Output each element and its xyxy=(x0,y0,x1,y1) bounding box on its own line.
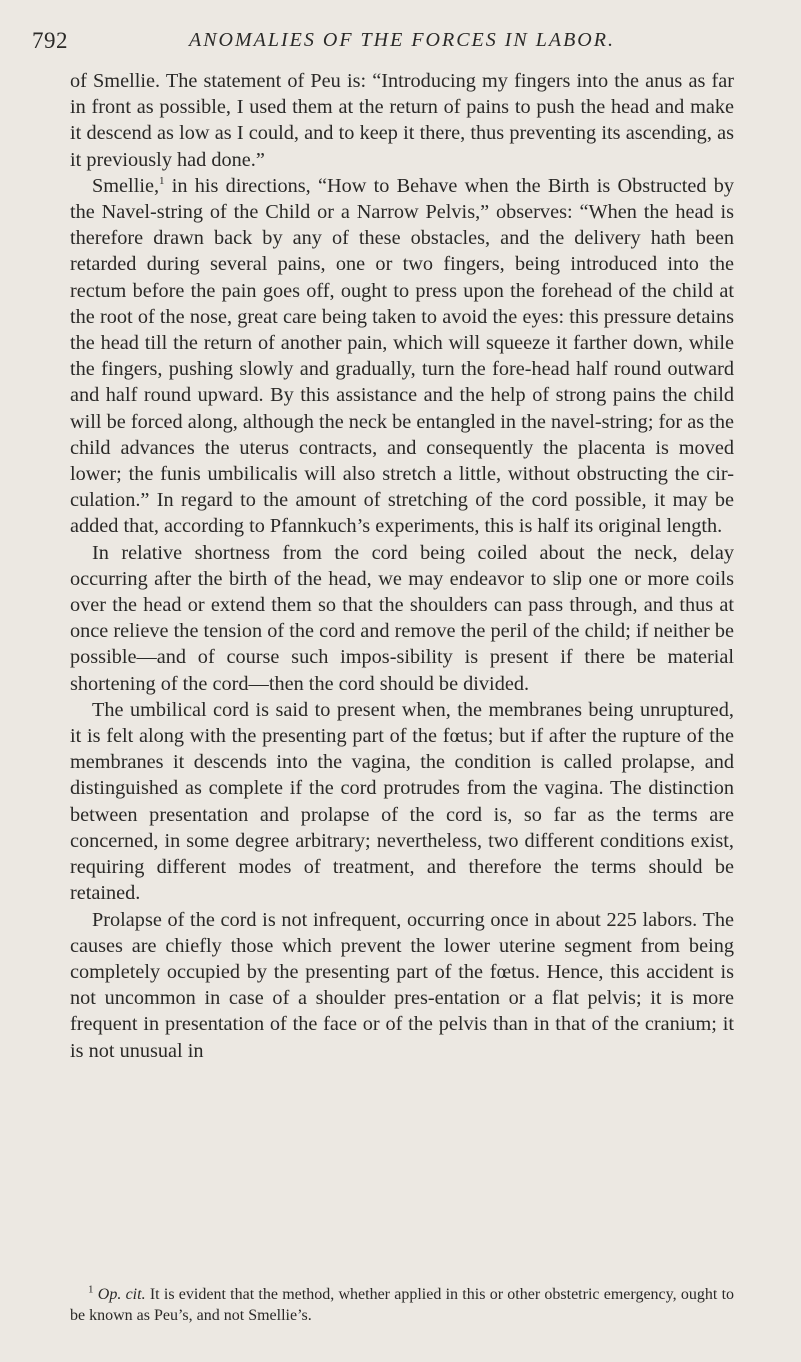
paragraph-peu-statement: of Smellie. The statement of Peu is: “Introducing my fingers into the anus as far in front as possible, I used them at the return of pains to push the head and make it descend as low as I could, and to keep it there, thus preventing its ascending, as it previously had done.” xyxy=(70,70,734,171)
paragraph-cord-presentation: The umbilical cord is said to present when, the membranes being unruptured, it is felt along with the presenting part of the fœtus; but if after the rupture of the membranes it descends into the vagina, the condition is called prolapse, and distinguished as complete if the cord protrudes from the vagina. The distinction between presentation and prolapse of the cord is, so far as the terms are concerned, in some degree arbitrary; nevertheless, two different conditions exist, requiring different modes of treatment, and therefore the terms should be retained. xyxy=(70,698,734,905)
footnote-text: It is evident that the method, whether applied in this or other obstetric emergency, ought to be known as Peu’s, and not Smellie’s. xyxy=(70,1286,735,1324)
footnote-cite: Op. cit. xyxy=(97,1286,146,1303)
footnote-reference: 1 xyxy=(159,175,165,188)
smellie-name: Smellie, xyxy=(92,174,160,197)
page-number: 792 xyxy=(32,28,68,53)
paragraph-prolapse: Prolapse of the cord is not infrequent, occurring once in about 225 labors. The causes are chiefly those which prevent the lower uterine segment from being completely occupied by the presenting part of the fœtus. Hence, this accident is not uncommon in case of a shoulder pres-entation or a flat pelvis; it is more frequent in presentation of the face or of the pelvis than in that of the cranium; it is not unusual in xyxy=(70,908,734,1062)
paragraph-relative-shortness: In relative shortness from the cord being coiled about the neck, delay occurring after the birth of the head, we may endeavor to slip one or more coils over the head or extend them so that the shoulders can pass through, and thus at once relieve the tension of the cord and remove the peril of the child; if neither be possible—and of course such impos-sibility is present if there be material shortening of the cord—then the cord should be divided. xyxy=(70,541,734,695)
running-head xyxy=(32,28,772,58)
footnote xyxy=(70,1284,734,1326)
footnotes xyxy=(70,1284,734,1326)
body-text xyxy=(70,68,734,1064)
paragraph-smellie-directions xyxy=(70,173,734,540)
smellie-quote: in his directions, “How to Behave when the Birth is Obstructed by the Navel-string of the Child or a Narrow Pelvis,” observes: “When the head is therefore drawn back by any of these obstacles, and the delivery hath been retarded during several pains, one or two fingers, being introduced into the rectum before the pain goes off, ought to press upon the forehead of the child at the root of the nose, great care being taken to avoid the eyes: this pressure detains the head till the return of another pain, which will squeeze it farther down, while the fingers, pushing slowly and gradually, turn the fore-head half round outward and half round upward. By this assistance and the help of strong pains the child will be forced along, although the neck be entangled in the navel-string; for as the child advances the uterus contracts, and consequently the placenta is moved lower; the funis umbilicalis will also stretch a little, without obstructing the cir-culation.” In regard to the amount of stretching of the cord possible, it may be added that, according to Pfannkuch’s experiments, this is half its original length. xyxy=(70,174,734,538)
footnote-marker: 1 xyxy=(88,1283,94,1296)
running-title: ANOMALIES OF THE FORCES IN LABOR. xyxy=(189,29,615,51)
